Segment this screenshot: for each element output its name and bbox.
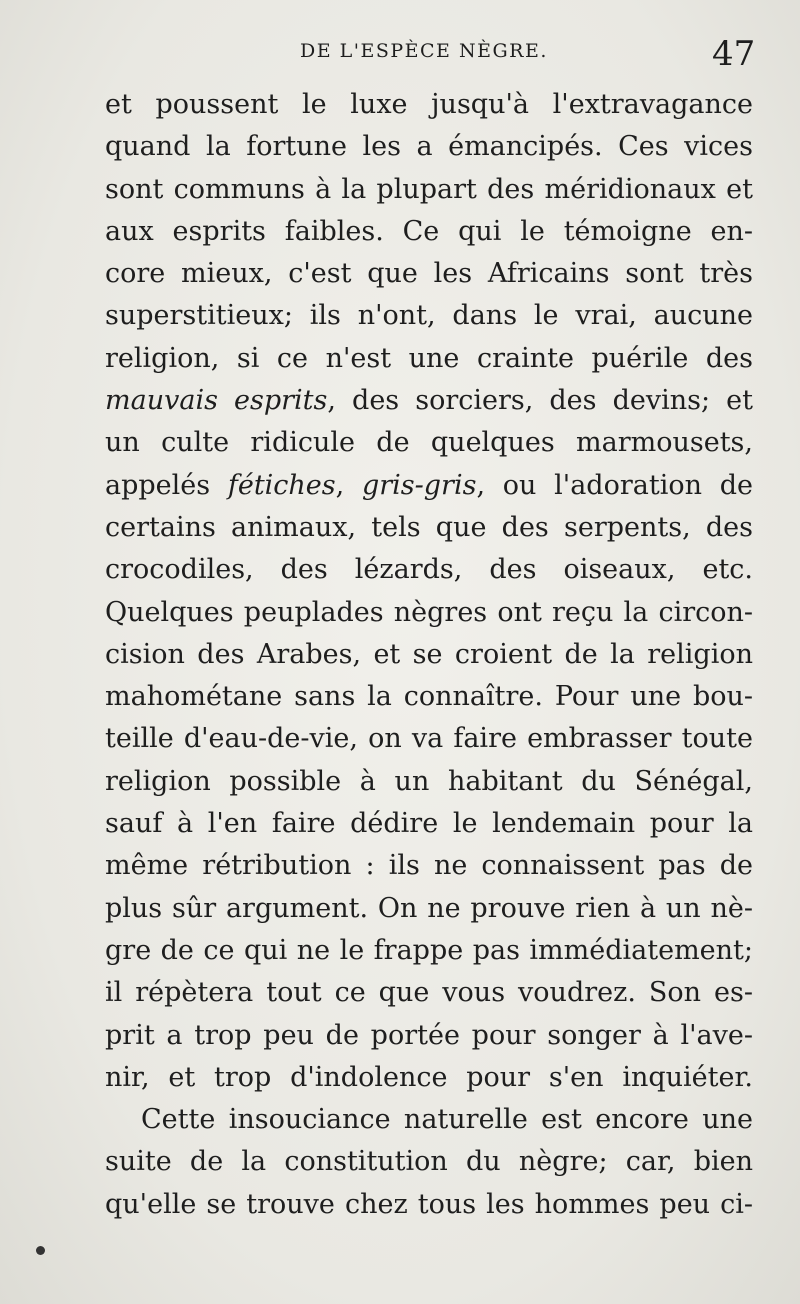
paragraph-start-line: Cette insouciance naturelle est encore une bbox=[141, 1104, 753, 1136]
text-line: sauf à l'en faire dédire le lendemain pour la bbox=[105, 808, 753, 840]
text-line: quand la fortune les a émancipés. Ces vices bbox=[105, 131, 753, 163]
text-line: crocodiles, des lézards, des oiseaux, etc. bbox=[105, 554, 753, 586]
body-text bbox=[105, 84, 753, 1226]
text-line: aux esprits faibles. Ce qui le témoigne en- bbox=[105, 215, 753, 247]
text-line: sont communs à la plupart des méridionaux et bbox=[105, 173, 753, 205]
page-number: 47 bbox=[712, 34, 756, 74]
text-line: religion, si ce n'est une crainte puérile des bbox=[105, 342, 753, 374]
text-line: suite de la constitution du nègre; car, bien bbox=[105, 1146, 753, 1178]
text-line: cision des Arabes, et se croient de la religion bbox=[105, 638, 753, 670]
running-title: DE L'ESPÈCE NÈGRE. bbox=[300, 40, 548, 62]
text-line: Quelques peuplades nègres ont reçu la circon- bbox=[105, 596, 753, 628]
text-line: core mieux, c'est que les Africains sont très bbox=[105, 258, 753, 290]
text-line: et poussent le luxe jusqu'à l'extravagance bbox=[105, 89, 753, 120]
text-line: nir, et trop d'indolence pour s'en inquiéter. bbox=[105, 1061, 753, 1093]
text-line: un culte ridicule de quelques marmousets, bbox=[105, 427, 753, 459]
text-line: gre de ce qui ne le frappe pas immédiatement; bbox=[105, 934, 753, 966]
text-line: prit a trop peu de portée pour songer à l'ave- bbox=[105, 1019, 753, 1051]
text-line: appelés fétiches, gris-gris, ou l'adoration de bbox=[105, 469, 753, 501]
text-line: il répètera tout ce que vous voudrez. Son es- bbox=[105, 977, 753, 1009]
text-line: mahométane sans la connaître. Pour une bou- bbox=[105, 681, 753, 713]
text-line: même rétribution : ils ne connaissent pas de bbox=[105, 850, 753, 882]
text-line: plus sûr argument. On ne prouve rien à un nè- bbox=[105, 892, 753, 924]
text-line: certains animaux, tels que des serpents, des bbox=[105, 511, 753, 543]
text-line: teille d'eau-de-vie, on va faire embrasser toute bbox=[105, 723, 753, 755]
text-line: religion possible à un habitant du Sénégal, bbox=[105, 765, 753, 797]
text-line: qu'elle se trouve chez tous les hommes peu ci- bbox=[105, 1188, 753, 1220]
ink-speck bbox=[36, 1246, 45, 1255]
text-line: mauvais esprits, des sorciers, des devins; et bbox=[105, 385, 753, 417]
text-line: superstitieux; ils n'ont, dans le vrai, aucune bbox=[105, 300, 753, 332]
